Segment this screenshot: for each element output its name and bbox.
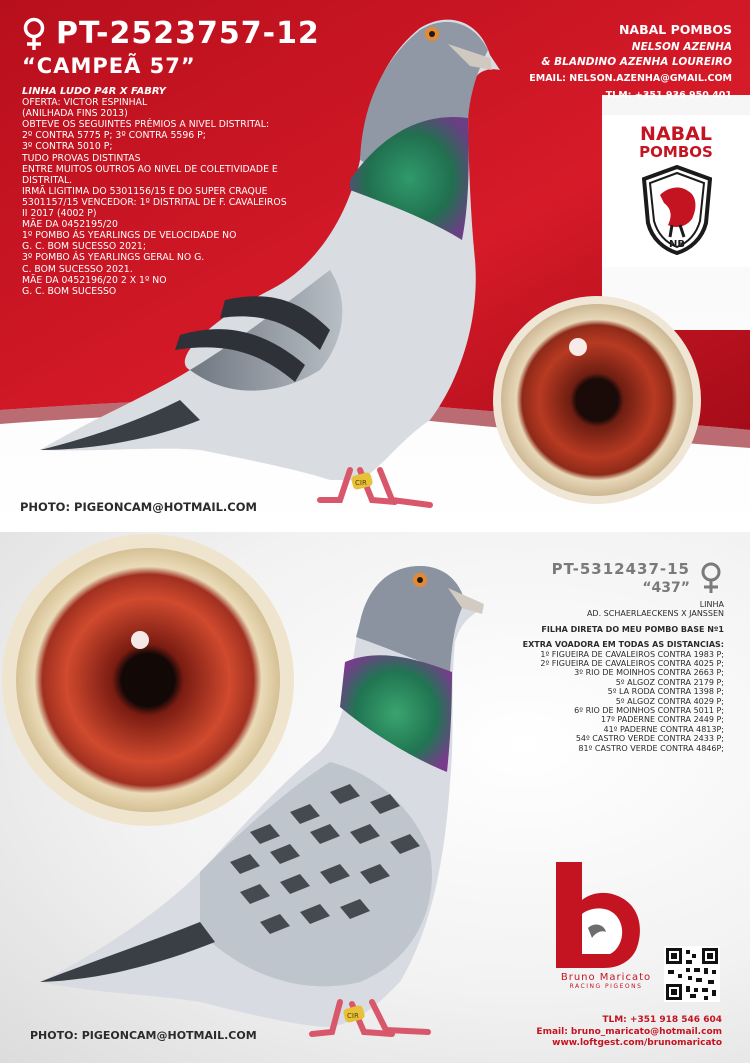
heading-extra: EXTRA VOADORA EM TODAS AS DISTANCIAS: — [522, 640, 724, 650]
logo-text-1: NABAL — [640, 123, 712, 145]
owner-brand: NABAL POMBOS — [618, 22, 732, 37]
pigeon-nickname: “CAMPEÃ 57” — [22, 54, 196, 78]
pedigree-line: C. BOM SUCESSO 2021. — [22, 263, 133, 275]
contact-phone: TLM: +351 918 546 604 — [602, 1015, 722, 1025]
owner-info — [529, 22, 732, 104]
pedigree-line: II 2017 (4002 P) — [22, 208, 97, 220]
race-result: 3º RIO DE MOINHOS CONTRA 2663 P; — [574, 668, 724, 678]
shield-icon — [642, 165, 712, 255]
race-result: 41º PADERNE CONTRA 4813P; — [603, 724, 724, 734]
ring-number: PT-2523757-12 — [56, 16, 320, 51]
ring-number-header-bottom — [552, 560, 690, 596]
contact-website[interactable]: www.loftgest.com/brunomaricato — [552, 1038, 722, 1048]
linha-value: AD. SCHAERLAECKENS X JANSSEN — [586, 609, 724, 619]
pigeon-nickname: “437” — [642, 580, 690, 596]
pedigree-line: 3º CONTRA 5010 P; — [22, 141, 113, 153]
contact-footer — [536, 1015, 722, 1050]
pedigree-line: DISTRITAL. — [22, 174, 73, 186]
pedigree-line: G. C. BOM SUCESSO 2021; — [22, 241, 146, 253]
pedigree-line: OFERTA: VICTOR ESPINHAL — [22, 97, 148, 109]
pedigree-line: MÃE DA 0452195/20 — [22, 219, 118, 231]
heading-filha: FILHA DIRETA DO MEU POMBO BASE Nº1 — [541, 624, 724, 634]
race-result: 81º CASTRO VERDE CONTRA 4846P; — [578, 743, 724, 753]
bruno-maricato-logo-icon — [548, 858, 648, 970]
pedigree-line: 5301157/15 VENCEDOR: 1º DISTRITAL DE F. CAVALEIROS — [22, 196, 287, 208]
pedigree-line: ENTRE MUITOS OUTROS AO NIVEL DE COLETIVIDADE E — [22, 163, 278, 175]
race-result: 2º FIGUEIRA DE CAVALEIROS CONTRA 4025 P; — [540, 659, 724, 669]
pedigree-line: TUDO PROVAS DISTINTAS — [22, 152, 141, 164]
female-symbol-icon — [700, 562, 722, 599]
ring-number: PT-5312437-15 — [551, 560, 690, 578]
linha-label: LINHA — [699, 600, 724, 609]
race-result: 5º ALGOZ CONTRA 4029 P; — [615, 696, 724, 706]
owner-name-1: NELSON AZENHA — [631, 41, 732, 53]
bottom-pigeon-card — [0, 532, 750, 1063]
race-result: 5º LA RODA CONTRA 1398 P; — [607, 687, 724, 697]
contact-email[interactable]: Email: bruno_maricato@hotmail.com — [536, 1026, 722, 1037]
leg-band-label: CIR — [347, 1012, 359, 1020]
race-result: 54º CASTRO VERDE CONTRA 2433 P; — [575, 734, 724, 744]
pedigree-line: (ANILHADA FINS 2013) — [22, 108, 128, 120]
pedigree-line: OBTEVE OS SEGUINTES PRÉMIOS A NIVEL DISTRITAL: — [22, 119, 270, 131]
results-list — [464, 650, 724, 753]
owner-email: EMAIL: NELSON.AZENHA@GMAIL.COM — [529, 73, 732, 84]
race-result: 1º FIGUEIRA DE CAVALEIROS CONTRA 1983 P; — [540, 649, 724, 659]
nabal-pombos-logo — [602, 115, 750, 267]
pedigree-line: 1º POMBO ÁS YEARLINGS DE VELOCIDADE NO — [22, 230, 237, 242]
pedigree-line: 3º POMBO ÁS YEARLINGS GERAL NO G. — [22, 252, 205, 264]
pedigree-line: 2º CONTRA 5775 P; 3º CONTRA 5596 P; — [22, 130, 206, 142]
pedigree-line: LINHA LUDO P4R X FABRY — [22, 86, 166, 97]
race-result: 6º RIO DE MOINHOS CONTRA 5011 P; — [574, 706, 724, 716]
ring-number-header — [22, 16, 320, 51]
logo-text-2: POMBOS — [639, 143, 713, 161]
brand-sub: RACING PIGEONS — [569, 983, 643, 990]
pedigree-description — [22, 86, 322, 297]
pigeon-eye-closeup-bottom — [2, 534, 294, 826]
pigeon-eye-closeup-top — [493, 296, 701, 504]
race-result: 5º ALGOZ CONTRA 2179 P; — [615, 677, 724, 687]
photo-credit-bottom: PHOTO: PIGEONCAM@HOTMAIL.COM — [30, 1029, 257, 1042]
brand-name: Bruno Maricato — [560, 972, 652, 983]
race-result: 17º PADERNE CONTRA 2449 P; — [600, 715, 724, 725]
female-symbol-icon — [22, 17, 46, 51]
bruno-maricato-wordmark — [556, 972, 656, 990]
results-description — [464, 600, 724, 753]
logo-initials: NB — [669, 239, 685, 250]
pedigree-line: MÃE DA 0452196/20 2 X 1º NO — [22, 274, 167, 286]
leg-band-label: CIR — [355, 479, 367, 487]
owner-phone: TLM: +351 936 950 401 — [605, 90, 732, 101]
pedigree-line: G. C. BOM SUCESSO — [22, 285, 117, 297]
pedigree-line: IRMÃ LIGITIMA DO 5301156/15 E DO SUPER CRAQUE — [22, 185, 268, 197]
photo-credit-top: PHOTO: PIGEONCAM@HOTMAIL.COM — [20, 500, 257, 514]
qr-code-icon[interactable] — [664, 946, 720, 1002]
owner-name-2: & BLANDINO AZENHA LOUREIRO — [541, 56, 732, 68]
